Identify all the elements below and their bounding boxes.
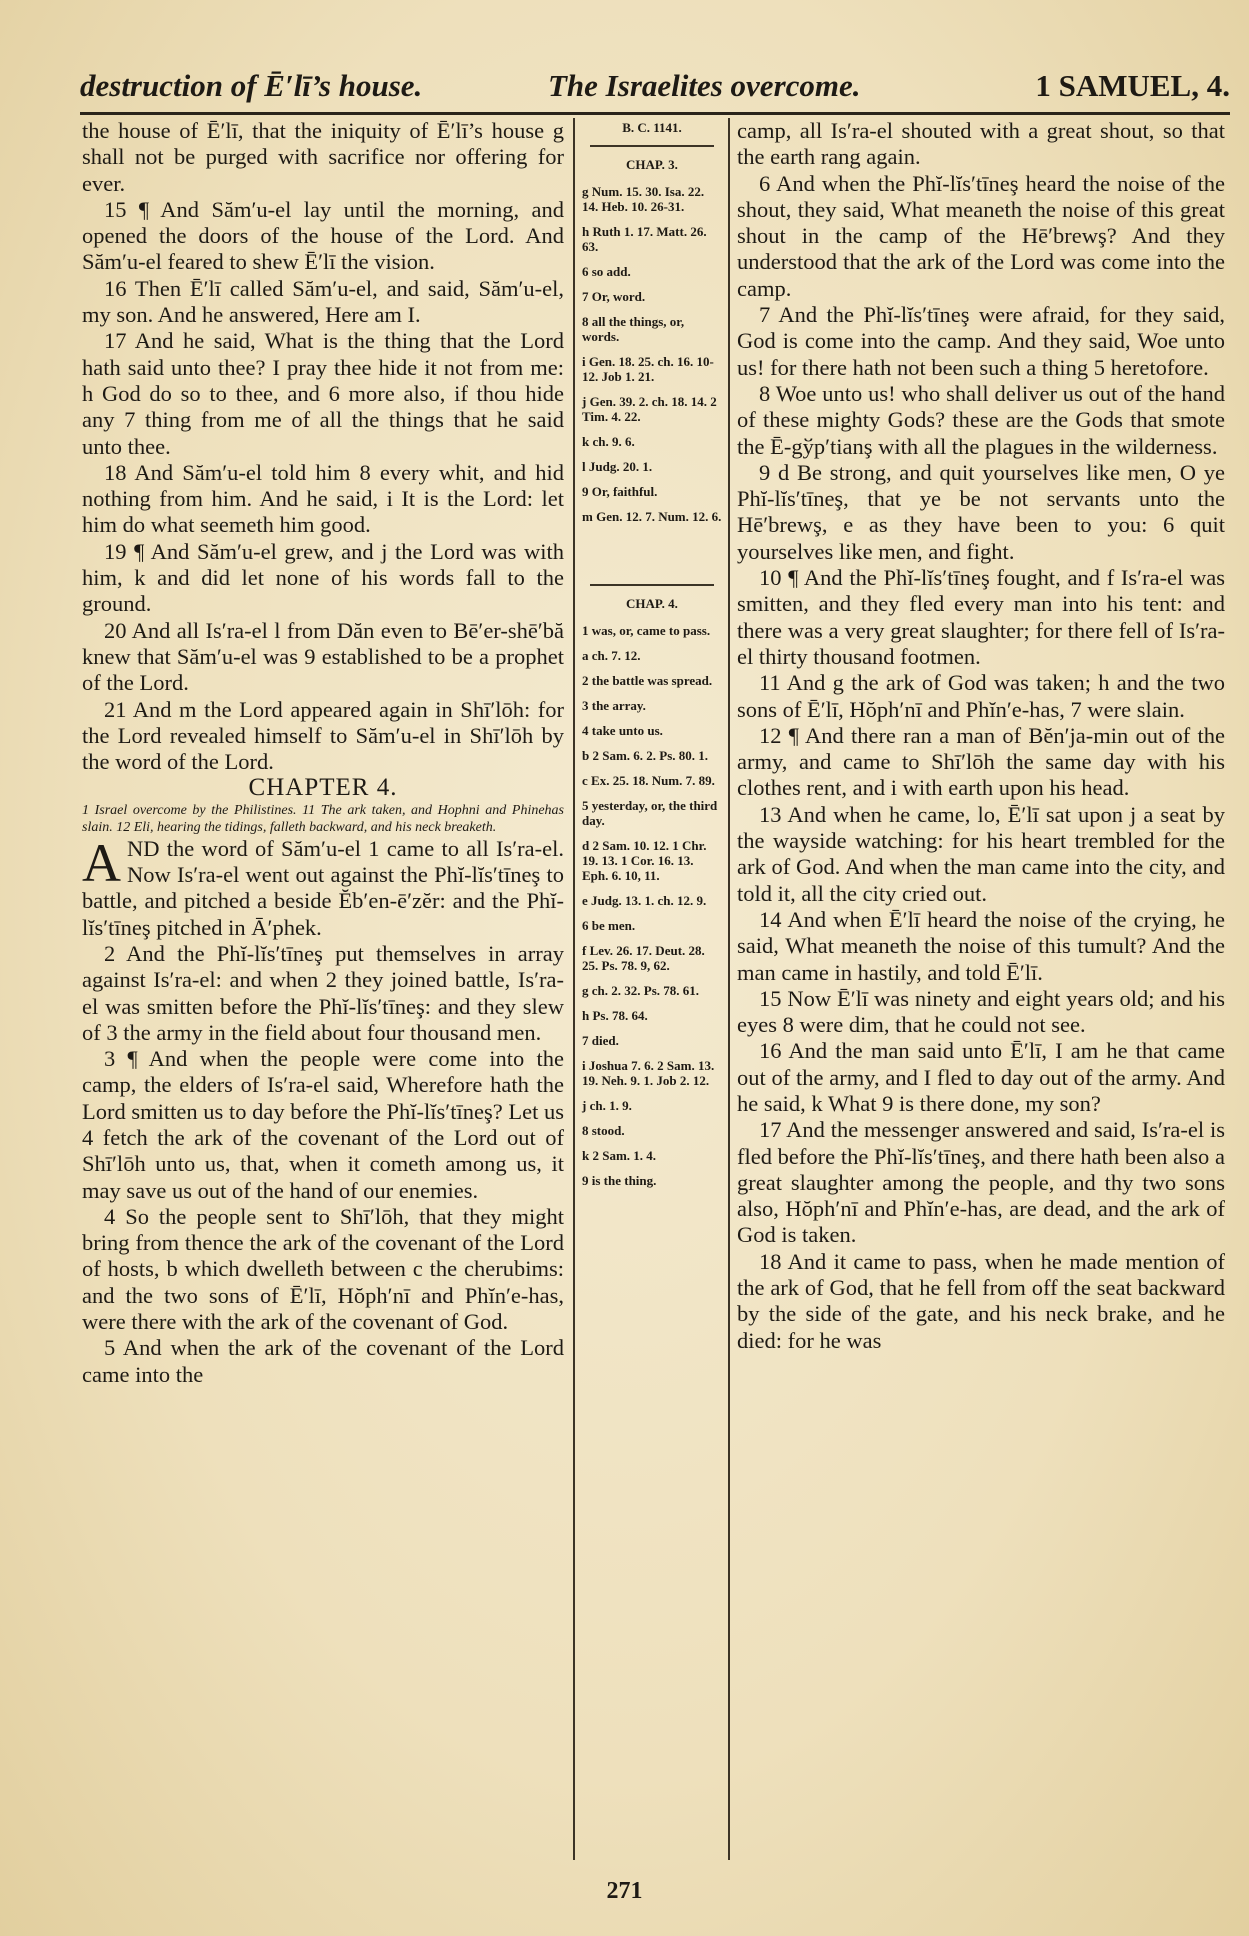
margin-note: 7 Or, word.	[582, 289, 646, 304]
margin-chapter-label: CHAP. 3.	[626, 157, 678, 172]
verse-text: 18 And it came to pass, when he made mention of the ark of God, that he fell from off the seat backward by the side of the gate, and his neck brake, and he died: for he was	[737, 1248, 1225, 1353]
verse-text: 12 ¶ And there ran a man of Bĕn′ja-min out of the army, and came to Shī′lōh the same day with his clothes rent, and i with earth upon his head.	[737, 722, 1225, 801]
verse-text: 17 And he said, What is the thing that the Lord hath said unto thee? I pray thee hide it not from me: h God do so to thee, and 6 more also, if thou hide any 7 thing from me of all the things that he said unto thee.	[82, 328, 564, 459]
verse-text: 7 And the Phĭ-lĭs′tīneş were afraid, for they said, God is come into the camp. And they said, Woe unto us! for there hath not been such a thing 5 heretofore.	[737, 302, 1225, 380]
era-date: B. C. 1141.	[622, 120, 682, 135]
right-text-column	[737, 118, 1225, 1354]
margin-note: 5 yesterday, or, the third day.	[582, 798, 718, 828]
margin-note: j ch. 1. 9.	[582, 1098, 632, 1113]
margin-note: c Ex. 25. 18. Num. 7. 89.	[582, 773, 715, 788]
margin-note: 8 all the things, or, words.	[582, 314, 685, 344]
column-divider	[573, 118, 575, 1860]
verse-text: 9 d Be strong, and quit yourselves like men, O ye Phĭ-lĭs′tīneş, that ye be not servants unto the Hē′brewş, e as they have been to you: 6 quit yourselves like men, and fight.	[737, 459, 1225, 564]
margin-references	[582, 118, 722, 1198]
verse-text: ND the word of Săm′u-el 1 came to all Is′ra-el. Now Is′ra-el went out against the Phĭ-lĭs′tīneş to battle, and pitched a beside Ĕb′en-ē′zĕr: and the Phĭ-lĭs′tīneş pitched in Ā′phek.	[82, 835, 564, 940]
margin-note: i Joshua 7. 6. 2 Sam. 13. 19. Neh. 9. 1. Job 2. 12.	[582, 1058, 715, 1088]
margin-note: 2 the battle was spread.	[582, 673, 713, 688]
page-number: 271	[606, 1878, 643, 1904]
chapter-title: CHAPTER 4.	[248, 774, 398, 802]
margin-note: l Judg. 20. 1.	[582, 459, 653, 474]
verse-text: 20 And all Is′ra-el l from Dăn even to Bē′er-shē′bă knew that Săm′u-el was 9 established to be a prophet of the Lord.	[82, 617, 564, 696]
margin-note: 6 so add.	[582, 264, 631, 279]
margin-note: 9 is the thing.	[582, 1173, 657, 1188]
left-text-column	[82, 118, 564, 1388]
margin-note: a ch. 7. 12.	[582, 648, 641, 663]
margin-note: b 2 Sam. 6. 2. Ps. 80. 1.	[582, 748, 709, 763]
verse-text: 11 And g the ark of God was taken; h and the two sons of Ē′lī, Hŏph′nī and Phĭn′e-has, 7 were slain.	[737, 670, 1225, 722]
verse-text: 16 Then Ē′lī called Săm′u-el, and said, Săm′u-el, my son. And he answered, Here am I.	[82, 275, 564, 328]
verse-text: 5 And when the ark of the covenant of the Lord came into the	[82, 1335, 564, 1387]
verse-text: 13 And when he came, lo, Ē′lī sat upon j a seat by the wayside watching: for his heart trembled for the ark of God. And when the man came into the city, and told it, all the city cried out.	[737, 801, 1225, 906]
verse-text: 14 And when Ē′lī heard the noise of the crying, he said, What meaneth the noise of this tumult? And the man came in hastily, and told Ē′lī.	[737, 906, 1225, 985]
running-head	[80, 68, 1230, 112]
verse-text: 6 And when the Phĭ-lĭs′tīneş heard the noise of the shout, they said, What meaneth the noise of this great shout in the camp of the Hē′brewş? And they understood that the ark of the Lord was come into the camp.	[737, 170, 1225, 301]
margin-note: g Num. 15. 30. Isa. 22. 14. Heb. 10. 26-31.	[582, 184, 705, 214]
running-head-right: 1 SAMUEL, 4.	[1035, 68, 1230, 103]
verse-text: 2 And the Phĭ-lĭs′tīneş put themselves in array against Is′ra-el: and when 2 they joined battle, Is′ra-el was smitten before the Phĭ-lĭs′tīneş: and they slew of 3 the army in the field about four thousand men.	[82, 940, 564, 1045]
margin-note: 6 be men.	[582, 918, 636, 933]
verse-text: 4 So the people sent to Shī′lōh, that they might bring from thence the ark of the covenant of the Lord of hosts, b which dwelleth between c the cherubims: and the two sons of Ē′lī, Hŏph′nī and Phĭn′e-has, were there with the ark of the covenant of God.	[82, 1203, 564, 1335]
margin-rule	[590, 584, 714, 586]
verse-text: 18 And Săm′u-el told him 8 every whit, and hid nothing from him. And he said, i It is the Lord: let him do what seemeth him good.	[82, 459, 564, 538]
verse-text: the house of Ē′lī, that the iniquity of Ē′lī’s house g shall not be purged with sacrifice nor offering for ever.	[82, 118, 564, 196]
margin-note: h Ruth 1. 17. Matt. 26. 63.	[582, 224, 707, 254]
margin-note: 8 stood.	[582, 1123, 625, 1138]
margin-rule	[590, 145, 714, 147]
verse-text: camp, all Is′ra-el shouted with a great shout, so that the earth rang again.	[737, 118, 1225, 170]
verse-text: 21 And m the Lord appeared again in Shī′lōh: for the Lord revealed himself to Săm′u-el in Shī′lōh by the word of the Lord.	[82, 696, 564, 775]
margin-note: g ch. 2. 32. Ps. 78. 61.	[582, 983, 699, 998]
margin-note: 9 Or, faithful.	[582, 484, 658, 499]
margin-chapter-label: CHAP. 4.	[626, 596, 678, 611]
verse-text: 15 ¶ And Săm′u-el lay until the morning, and opened the doors of the house of the Lord. And Săm′u-el feared to shew Ē′lī the vision.	[82, 196, 564, 275]
margin-note: m Gen. 12. 7. Num. 12. 6.	[582, 509, 722, 524]
margin-note: 7 died.	[582, 1033, 619, 1048]
margin-note: k ch. 9. 6.	[582, 434, 635, 449]
verse-text: 10 ¶ And the Phĭ-lĭs′tīneş fought, and f Is′ra-el was smitten, and they fled every man into his tent: and there was a very great slaughter; for there fell of Is′ra-el thirty thousand footmen.	[737, 565, 1225, 669]
chapter-summary: 1 Israel overcome by the Philistines. 11 The ark taken, and Hophni and Phinehas slain. 12 Eli, hearing the tidings, falleth backward, and his neck breaketh.	[82, 802, 564, 835]
margin-note: 1 was, or, came to pass.	[582, 623, 711, 638]
margin-note: j Gen. 39. 2. ch. 18. 14. 2 Tim. 4. 22.	[582, 394, 717, 424]
verse-text: 8 Woe unto us! who shall deliver us out of the hand of these mighty Gods? these are the Gods that smote the Ē-gўp′tianş with all the plagues in the wilderness.	[737, 380, 1225, 459]
margin-note: d 2 Sam. 10. 12. 1 Chr. 19. 13. 1 Cor. 16. 13. Eph. 6. 10, 11.	[582, 838, 707, 883]
verse-text: 19 ¶ And Săm′u-el grew, and j the Lord was with him, k and did let none of his words fall to the ground.	[82, 538, 564, 617]
column-divider	[728, 118, 730, 1860]
running-head-center: The Israelites overcome.	[548, 68, 861, 103]
verse-text: 17 And the messenger answered and said, Is′ra-el is fled before the Phĭ-lĭs′tīneş, and there hath been also a great slaughter among the people, and thy two sons also, Hŏph′nī and Phĭn′e-has, are dead, and the ark of God is taken.	[737, 1117, 1225, 1248]
margin-note: k 2 Sam. 1. 4.	[582, 1148, 657, 1163]
margin-note: e Judg. 13. 1. ch. 12. 9.	[582, 893, 707, 908]
chapter-opening	[82, 832, 564, 941]
margin-note: 3 the array.	[582, 698, 646, 713]
running-head-left: destruction of Ē′lī’s house.	[80, 68, 423, 103]
margin-note: i Gen. 18. 25. ch. 16. 10-12. Job 1. 21.	[582, 354, 714, 384]
verse-text: 16 And the man said unto Ē′lī, I am he that came out of the army, and I fled to day out of the army. And he said, k What 9 is there done, my son?	[737, 1038, 1225, 1116]
header-rule	[80, 112, 1230, 115]
verse-text: 3 ¶ And when the people were come into the camp, the elders of Is′ra-el said, Wherefore hath the Lord smitten us to day before the Phĭ-lĭs′tīneş? Let us 4 fetch the ark of the covenant of the Lord out of Shī′lōh unto us, that, when it cometh among us, it may save us out of the hand of our enemies.	[82, 1046, 564, 1203]
margin-note: f Lev. 26. 17. Deut. 28. 25. Ps. 78. 9, 62.	[582, 943, 705, 973]
drop-cap: A	[82, 832, 121, 893]
margin-note: h Ps. 78. 64.	[582, 1008, 648, 1023]
margin-note: 4 take unto us.	[582, 723, 663, 738]
verse-text: 15 Now Ē′lī was ninety and eight years old; and his eyes 8 were dim, that he could not see.	[737, 985, 1225, 1038]
